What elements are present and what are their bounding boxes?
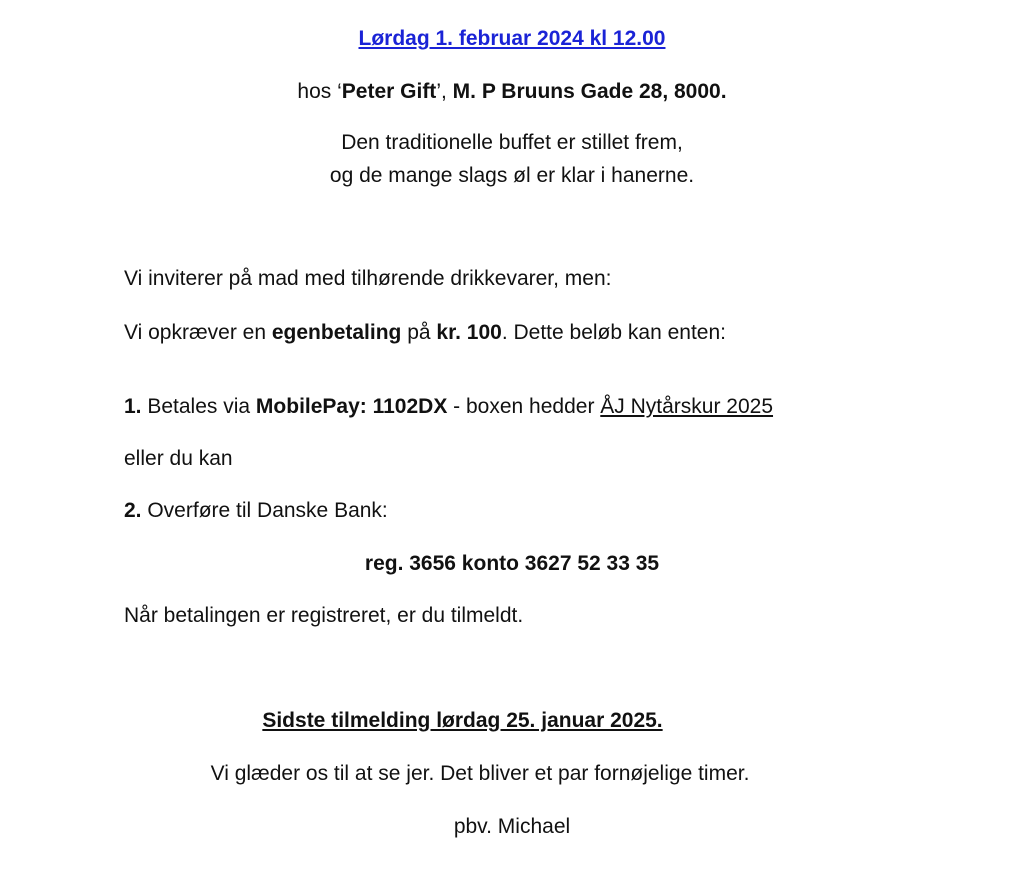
- intro-line-2: og de mange slags øl er klar i hanerne.: [329, 164, 695, 187]
- venue-mid: ’,: [436, 80, 453, 103]
- fee-mid: på: [401, 321, 437, 344]
- mobilepay-box-name: ÅJ Nytårskur 2025: [600, 395, 774, 418]
- mobilepay-number: MobilePay: 1102DX: [255, 395, 448, 418]
- fee-prefix: Vi opkræver en: [124, 321, 272, 344]
- venue-address: M. P Bruuns Gade 28, 8000.: [452, 80, 727, 103]
- option-1-text-mid: - boxen hedder: [447, 395, 601, 418]
- bank-account-text: reg. 3656 konto 3627 52 33 35: [364, 552, 660, 575]
- fee-line: [124, 322, 726, 343]
- closing-line: Vi glæder os til at se jer. Det bliver et par fornøjelige timer.: [210, 762, 750, 785]
- registered-line: Når betalingen er registreret, er du tilmeldt.: [124, 604, 524, 627]
- venue-prefix: hos ‘: [297, 80, 342, 103]
- option-2-number: 2.: [124, 499, 142, 522]
- venue-name: Peter Gift: [341, 80, 437, 103]
- deadline-text: Sidste tilmelding lørdag 25. januar 2025.: [262, 709, 663, 732]
- intro-line-1: Den traditionelle buffet er stillet frem,: [341, 131, 683, 154]
- signature: pbv. Michael: [453, 815, 571, 838]
- fee-suffix: . Dette beløb kan enten:: [501, 321, 726, 344]
- or-line: eller du kan: [124, 447, 233, 470]
- option-1-line: [124, 396, 773, 417]
- fee-term: egenbetaling: [271, 321, 402, 344]
- event-date-link[interactable]: Lørdag 1. februar 2024 kl 12.00: [358, 27, 666, 50]
- fee-amount: kr. 100: [436, 321, 502, 344]
- deadline-line: [0, 710, 925, 731]
- venue-line: [0, 81, 1024, 102]
- event-date-heading: [0, 28, 1024, 49]
- option-2-text: Overføre til Danske Bank:: [141, 499, 388, 522]
- bank-account: [0, 553, 1024, 574]
- option-1-text-prefix: Betales via: [141, 395, 256, 418]
- invite-line: Vi inviterer på mad med tilhørende drikkevarer, men:: [124, 267, 612, 290]
- option-2-line: [124, 500, 388, 521]
- option-1-number: 1.: [124, 395, 142, 418]
